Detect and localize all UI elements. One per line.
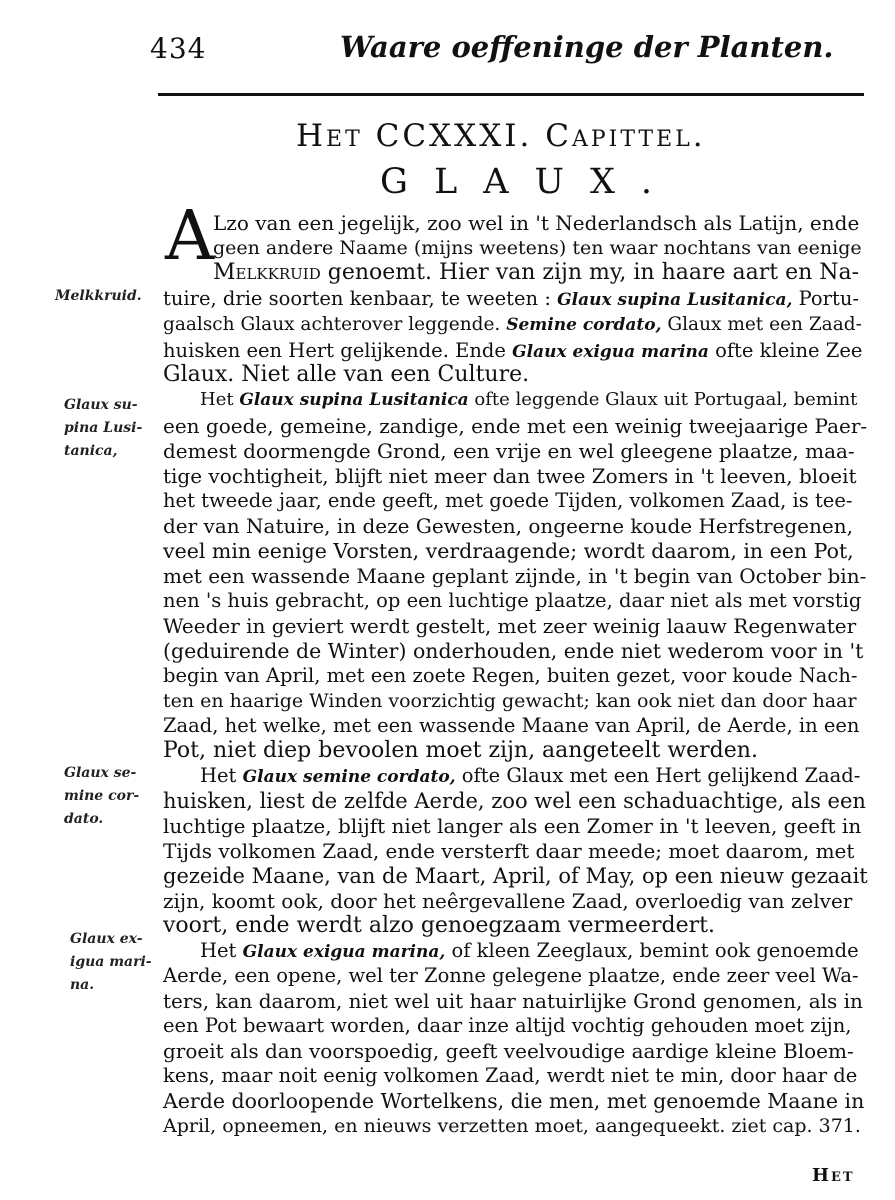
text-line: met een wassende Maane geplant zijnde, in 't begin van October bin- <box>163 564 867 588</box>
text-line: Aerde doorloopende Wortelkens, die men, met genoemde Maane in <box>163 1089 865 1113</box>
text-line: luchtige plaatze, blijft niet langer als een Zomer in 't leeven, geeft in <box>163 814 862 838</box>
text-run: Het <box>200 764 243 787</box>
text-line: ters, kan daarom, niet wel uit haar natuirlijke Grond genomen, als in <box>163 989 863 1013</box>
latin-name: Glaux semine cordato, <box>242 767 456 787</box>
text-line: groeit als dan voorspoedig, geeft veelvoudige aardige kleine Bloem- <box>163 1039 854 1063</box>
plant-title: GLAUX. <box>380 162 679 202</box>
text-line: Lzo van een jegelijk, zoo wel in 't Nederlandsch als Latijn, ende <box>213 211 860 235</box>
text-run: gaalsch Glaux achterover leggende. <box>163 314 507 335</box>
chapter-title: Het CCXXXI. Capittel. <box>296 118 706 154</box>
text-line <box>200 938 859 965</box>
text-run: of kleen Zeeglaux, bemint ook genoemde <box>445 939 859 962</box>
text-line: Zaad, het welke, met een wassende Maane van April, de Aerde, in een <box>163 714 860 737</box>
latin-name: Glaux supina Lusitanica, <box>557 290 793 310</box>
text-line: demest doormengde Grond, een vrije en wel gleegene plaatze, maa- <box>163 439 855 463</box>
text-run: ofte leggende Glaux uit Portugaal, bemint <box>468 389 858 410</box>
text-line: gezeide Maane, van de Maart, April, of May, op een nieuw gezaait <box>163 864 868 888</box>
margin-note-line: igua mari- <box>70 954 152 970</box>
text-run: Het <box>200 389 240 410</box>
text-run: tuire, drie soorten kenbaar, te weeten : <box>163 287 558 310</box>
text-line: tige vochtigheit, blijft niet meer dan twee Zomers in 't leeven, bloeit <box>163 464 857 488</box>
margin-note <box>70 928 152 997</box>
latin-name: Glaux exigua marina <box>512 342 709 362</box>
margin-note-line: dato. <box>64 811 104 827</box>
text-line: kens, maar noit eenig volkomen Zaad, werdt niet te min, door haar de <box>163 1064 858 1087</box>
margin-note-line: mine cor- <box>64 788 140 804</box>
text-line: veel min eenige Vorsten, verdraagende; wordt daarom, in een Pot, <box>163 539 854 563</box>
text-run: Melkkruid <box>213 260 321 285</box>
text-line: der van Natuire, in deze Gewesten, ongeerne koude Herfstregenen, <box>163 514 853 538</box>
text-line: Tijds volkomen Zaad, ende versterft daar meede; moet daarom, met <box>163 839 855 863</box>
latin-name: Glaux supina Lusitanica <box>239 390 469 410</box>
text-run: ofte Glaux met een Hert gelijkend Zaad- <box>455 764 861 787</box>
text-line <box>163 338 862 365</box>
text-line: huisken, liest de zelfde Aerde, zoo wel een schaduachtige, als een <box>163 789 866 813</box>
margin-note-line: tanica, <box>64 443 118 459</box>
margin-note-line: Glaux su- <box>64 397 138 413</box>
text-line: begin van April, met een zoete Regen, buiten gezet, voor koude Nach- <box>163 664 858 687</box>
text-line: April, opneemen, en nieuws verzetten moet, aangequeekt. ziet cap. 371. <box>163 1115 861 1137</box>
latin-name: Semine cordato, <box>506 315 662 335</box>
text-line: het tweede jaar, ende geeft, met goede Tijden, volkomen Zaad, is tee- <box>163 489 853 512</box>
margin-note-line: pina Lusi- <box>64 420 143 436</box>
text-line: zijn, koomt ook, door het neêrgevallene Zaad, overloedig van zelver <box>163 889 853 913</box>
catchword: Het <box>812 1165 855 1186</box>
text-line: (geduirende de Winter) onderhouden, ende niet wederom voor in 't <box>163 639 864 663</box>
text-line: Glaux. Niet alle van een Culture. <box>163 362 530 387</box>
drop-cap: A <box>165 197 215 276</box>
text-line: een goede, gemeine, zandige, ende met een weinig tweejaarige Paer- <box>163 414 868 438</box>
text-line: geen andere Naame (mijns weetens) ten waar nochtans van eenige <box>213 237 862 259</box>
text-line: nen 's huis gebracht, op een luchtige plaatze, daar niet als met vorstig <box>163 589 862 612</box>
margin-note <box>64 762 139 831</box>
text-line: Pot, niet diep bevoolen moet zijn, aangeteelt werden. <box>163 738 758 763</box>
text-line <box>163 286 859 313</box>
text-line <box>200 763 860 790</box>
text-run: Glaux met een Zaad- <box>661 314 862 335</box>
page-number: 434 <box>150 32 207 65</box>
text-run: huisken een Hert gelijkende. Ende <box>163 339 513 362</box>
latin-name: Glaux exigua marina, <box>242 942 446 962</box>
margin-note-line: na. <box>70 977 95 993</box>
text-run: ofte kleine Zee <box>708 339 863 362</box>
text-line: een Pot bewaart worden, daar inze altijd vochtig gehouden moet zijn, <box>163 1014 852 1037</box>
text-line: Aerde, een opene, wel ter Zonne gelegene plaatze, ende zeer veel Wa- <box>163 964 859 987</box>
text-line <box>200 387 857 413</box>
margin-note-line: Glaux se- <box>64 765 137 781</box>
margin-note <box>64 394 142 463</box>
text-line: ten en haarige Winden voorzichtig gewacht; kan ook niet dan door haar <box>163 690 857 712</box>
text-line: Weeder in geviert werdt gestelt, met zeer weinig laauw Regenwater <box>163 614 857 638</box>
text-line <box>163 312 862 338</box>
running-head: Waare oeffeninge der Planten. <box>340 30 834 64</box>
margin-note: Melkkruid. <box>55 288 142 304</box>
text-line: voort, ende werdt alzo genoegzaam vermeerdert. <box>163 913 715 938</box>
text-run: genoemt. Hier van zijn my, in haare aart en Na- <box>320 260 860 285</box>
text-run: Portu- <box>792 287 859 310</box>
margin-note-line: Glaux ex- <box>70 931 143 947</box>
text-run: Het <box>200 939 243 962</box>
header-rule <box>158 93 864 96</box>
text-line <box>213 260 859 286</box>
